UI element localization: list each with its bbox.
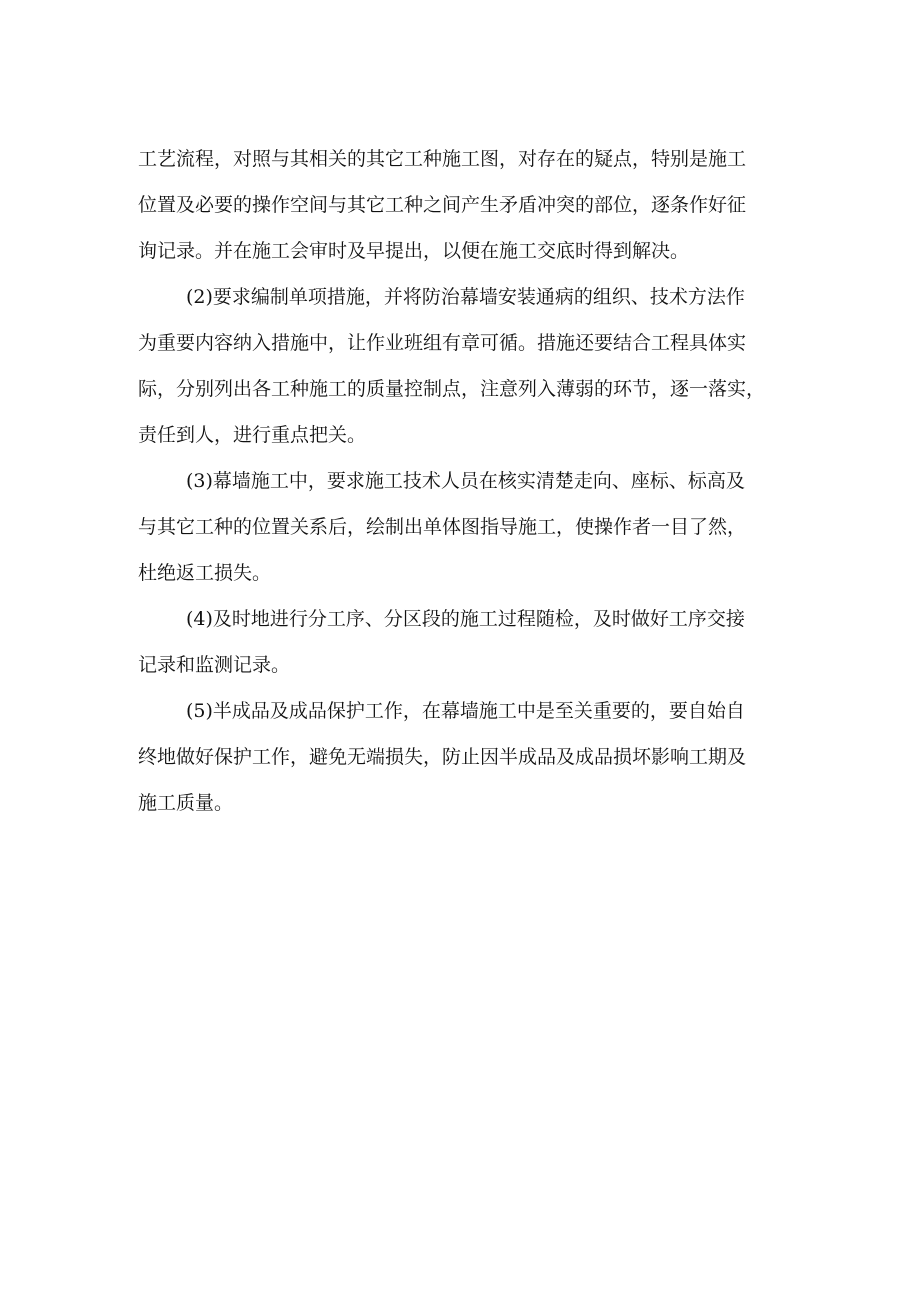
paragraph-3 [138, 458, 788, 596]
text-line: 施工质量。 [138, 792, 234, 814]
text-line: 终地做好保护工作，避免无端损失，防止因半成品及成品损坏影响工期及 [138, 746, 747, 768]
paragraph-4 [138, 596, 788, 688]
text-line: 工艺流程，对照与其相关的其它工种施工图，对存在的疑点，特别是施工 [138, 148, 747, 170]
text-line: (5)半成品及成品保护工作，在幕墙施工中是至关重要的，要自始自 [186, 700, 745, 722]
text-line: (2)要求编制单项措施，并将防治幕墙安装通病的组织、技术方法作 [186, 286, 745, 308]
paragraph-2 [138, 274, 788, 458]
text-line: 位置及必要的操作空间与其它工种之间产生矛盾冲突的部位，逐条作好征 [138, 194, 747, 216]
text-line: 为重要内容纳入措施中，让作业班组有章可循。措施还要结合工程具体实 [138, 332, 747, 354]
text-line: 询记录。并在施工会审时及早提出，以便在施工交底时得到解决。 [138, 240, 690, 262]
text-line: 记录和监测记录。 [138, 654, 291, 676]
text-line: (4)及时地进行分工序、分区段的施工过程随检，及时做好工序交接 [186, 608, 745, 630]
text-line: 杜绝返工损失。 [138, 562, 272, 584]
text-line: 与其它工种的位置关系后，绘制出单体图指导施工，使操作者一目了然， [138, 516, 747, 538]
text-line: (3)幕墙施工中，要求施工技术人员在核实清楚走向、座标、标高及 [186, 470, 745, 492]
document-body [138, 136, 788, 826]
text-line: 责任到人，进行重点把关。 [138, 424, 367, 446]
paragraph-1 [138, 136, 788, 274]
paragraph-5 [138, 688, 788, 826]
text-line: 际，分别列出各工种施工的质量控制点，注意列入薄弱的环节，逐一落实， [138, 378, 766, 400]
